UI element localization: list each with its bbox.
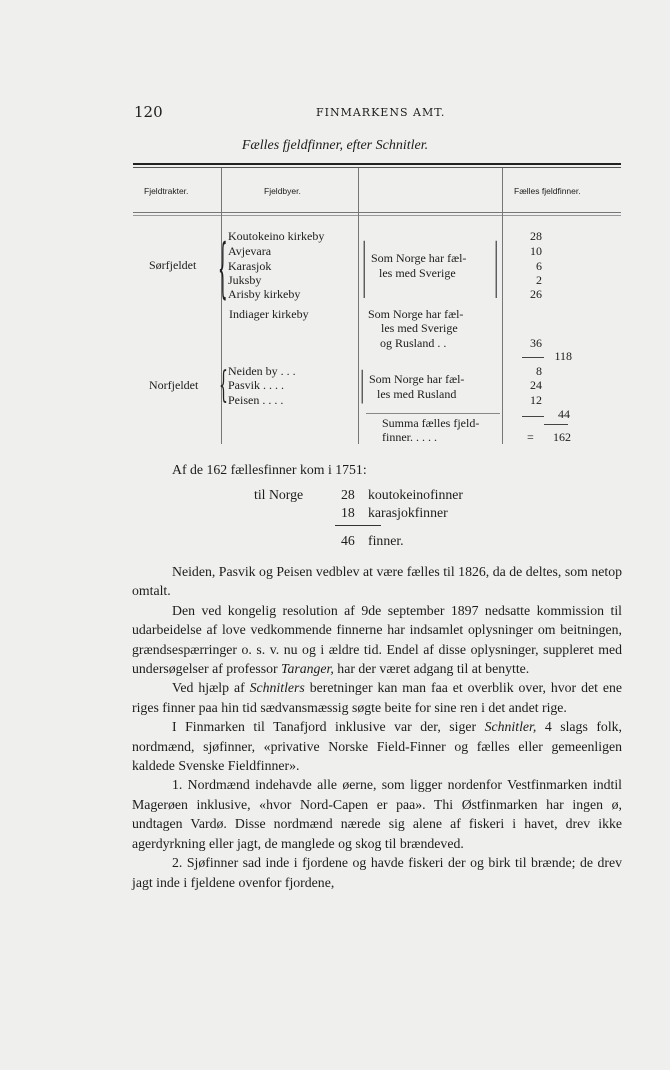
left-brace-icon: { (218, 230, 228, 308)
column-header-fjeldtrakter: Fjeldtrakter. (144, 186, 189, 196)
note-line: les med Sverige (379, 266, 456, 280)
village-row: Avjevara (228, 244, 272, 258)
value-cell: 36 (530, 336, 542, 350)
subtotal-44: 44 (558, 407, 570, 421)
total-equals: = (527, 430, 534, 444)
column-divider-2 (358, 168, 359, 444)
sum-label: Summa fælles fjeld- (382, 416, 480, 430)
bracket-icon: | (494, 236, 499, 302)
bracket-icon: | (360, 367, 365, 406)
village-row: Pasvik . . . . (228, 378, 285, 392)
total-162: 162 (553, 430, 571, 444)
page-number: 120 (134, 103, 163, 121)
note-line: Som Norge har fæl- (369, 372, 465, 386)
value-cell: 28 (530, 229, 542, 243)
note-line: les med Sverige (381, 321, 458, 335)
note-line: Som Norge har fæl- (371, 251, 467, 265)
value-cell: 10 (530, 244, 542, 258)
sum-rule (366, 413, 500, 414)
village-row: Peisen . . . . (228, 393, 284, 407)
value-cell: 6 (536, 259, 542, 273)
value-cell: 26 (530, 287, 542, 301)
arrivals-to: til Norge (254, 487, 304, 502)
value-cell: 12 (530, 393, 542, 407)
arrivals-label: koutokeinofinner (368, 487, 464, 502)
value-cell: 24 (530, 378, 542, 392)
village-row: Juksby (228, 273, 262, 287)
note-line: Som Norge har fæl- (368, 307, 464, 321)
italic-name: Schnitler, (484, 719, 537, 735)
bracket-icon: | (362, 236, 367, 302)
header-bottom-rule (133, 212, 621, 213)
village-row: Karasjok (228, 259, 272, 273)
region-label-sorfjeldet: Sørfjeldet (149, 258, 197, 272)
paragraph: Ved hjælp af Schnitlers beretninger kan man faa et overblik over, hvor det ene riges finner paa hin tid sædvansmæssig søgte beite for sine ren i det andet rige. (132, 680, 622, 715)
left-brace-icon: { (219, 366, 228, 408)
region-label-norfjeldet: Norfjeldet (149, 378, 199, 392)
arrivals-count: 18 (341, 505, 355, 520)
column-header-fjeldbyer: Fjeldbyer. (264, 186, 301, 196)
village-row: Arisby kirkeby (228, 287, 301, 301)
village-row: Indiager kirkeby (229, 307, 309, 321)
arrivals-total-label: finner. (368, 533, 404, 548)
table-top-rule-thin (133, 167, 621, 168)
body-text (132, 562, 622, 892)
paragraph: 1. Nordmænd indehavde alle øerne, som ligger nordenfor Vestfinmarken indtil Magerøen inklusive, «hvor Nord-Capen er paa». Thi Østfinmarken har ingen ø, undtagen Vardø. Disse nordmænd nærede sig alene af fiskeri i havet, drev ikke agerdyrkning eller jagt, de manglede og skog til brændeved. (132, 777, 622, 851)
subtotal-118: 118 (554, 349, 572, 363)
value-cell: 2 (536, 273, 542, 287)
running-title: FINMARKENS AMT. (316, 106, 446, 119)
subtotal-rule (544, 424, 568, 425)
column-header-faelles: Fælles fjeldfinner. (514, 186, 581, 196)
header-bottom-rule-2 (133, 215, 621, 216)
arrivals-intro: Af de 162 fællesfinner kom i 1751: (172, 462, 367, 477)
note-line: les med Rusland (377, 387, 457, 401)
arrivals-total-count: 46 (341, 533, 355, 548)
subtotal-rule (522, 357, 544, 358)
value-cell: 8 (536, 364, 542, 378)
table-title: Fælles fjeldfinner, efter Schnitler. (241, 138, 429, 153)
arrivals-rule (335, 525, 381, 526)
paragraph: Neiden, Pasvik og Peisen vedblev at være fælles til 1826, da de deltes, som netop omtalt. (132, 564, 622, 599)
paragraph: I Finmarken til Tanafjord inklusive var der, siger Schnitler, 4 slags folk, nordmænd, sjøfinner, «privative Norske Field-Finner og fælles eller gemeenligen kaldede Svenske Fieldfinner». (132, 719, 622, 774)
arrivals-count: 28 (341, 487, 355, 502)
note-line: og Rusland . . (380, 336, 447, 350)
village-row: Neiden by . . . (228, 364, 296, 378)
table-top-rule (133, 163, 621, 165)
column-divider-3 (502, 168, 503, 444)
italic-name: Taranger, (281, 661, 334, 677)
arrivals-label: karasjokfinner (368, 505, 448, 520)
italic-name: Schnitlers (249, 680, 305, 696)
sum-label: finner. . . . . (382, 430, 437, 444)
village-row: Koutokeino kirkeby (228, 229, 325, 243)
paragraph: 2. Sjøfinner sad inde i fjordene og havde fiskeri der og birk til brænde; de drev jagt inde i fjeldene ovenfor fjordene, (132, 855, 622, 890)
paragraph: Den ved kongelig resolution af 9de september 1897 nedsatte kommission til udarbeidelse af love vedkommende finnerne har indsamlet oplysninger om beitningen, grændsespærringer o. s. v. nu og i ældre tid. Endel af disse oplysninger, suppleret med undersøgelser af professor Taranger, har der været adgang til at benytte. (132, 602, 622, 677)
